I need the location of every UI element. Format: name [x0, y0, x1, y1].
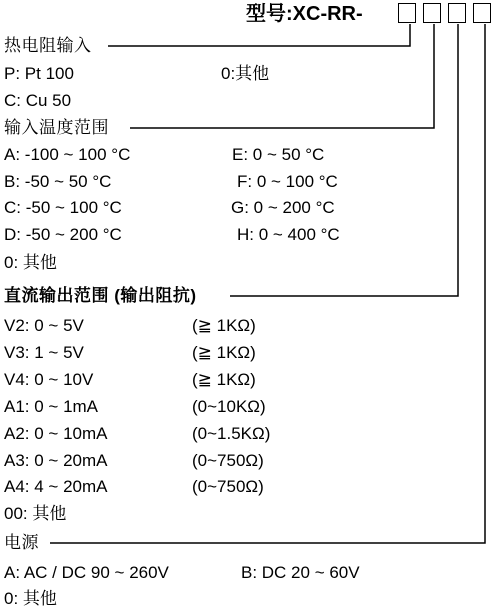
output-impedance: (≧ 1KΩ)	[192, 370, 256, 389]
output-section-title: 直流输出范围 (输出阻抗)	[4, 286, 197, 305]
code-box-temperature	[423, 3, 441, 23]
output-impedance: (≧ 1KΩ)	[192, 316, 256, 335]
temperature-section-title: 输入温度范围	[4, 118, 109, 137]
output-impedance: (0~750Ω)	[192, 451, 264, 470]
leader-line-temperature	[130, 24, 434, 128]
output-option-other: 00: 其他	[4, 504, 67, 523]
leader-line-power	[50, 24, 485, 543]
temperature-option: H: 0 ~ 400 °C	[237, 225, 340, 244]
temperature-option: G: 0 ~ 200 °C	[231, 198, 335, 217]
output-impedance: (0~10KΩ)	[192, 397, 266, 416]
temperature-option: A: -100 ~ 100 °C	[4, 145, 131, 164]
code-box-power	[473, 3, 491, 23]
input-option: C: Cu 50	[4, 91, 72, 110]
output-range: V4: 0 ~ 10V	[4, 370, 94, 389]
power-option-other: 0: 其他	[4, 589, 57, 608]
output-range: V3: 1 ~ 5V	[4, 343, 84, 362]
code-box-output	[448, 3, 466, 23]
temperature-option: E: 0 ~ 50 °C	[232, 145, 325, 164]
input-section-title: 热电阻输入	[4, 36, 92, 55]
power-option: B: DC 20 ~ 60V	[241, 563, 360, 582]
temperature-option: D: -50 ~ 200 °C	[4, 225, 122, 244]
temperature-option: B: -50 ~ 50 °C	[4, 172, 112, 191]
input-option: 0:其他	[221, 64, 270, 83]
temperature-option-other: 0: 其他	[4, 253, 57, 272]
code-box-input	[398, 3, 416, 23]
leader-line-input	[108, 24, 410, 46]
input-option: P: Pt 100	[4, 64, 74, 83]
output-impedance: (0~750Ω)	[192, 477, 264, 496]
output-impedance: (0~1.5KΩ)	[192, 424, 271, 443]
output-range: A4: 4 ~ 20mA	[4, 477, 108, 496]
output-impedance: (≧ 1KΩ)	[192, 343, 256, 362]
output-range: V2: 0 ~ 5V	[4, 316, 84, 335]
output-range: A3: 0 ~ 20mA	[4, 451, 108, 470]
temperature-option: F: 0 ~ 100 °C	[237, 172, 338, 191]
power-option: A: AC / DC 90 ~ 260V	[4, 563, 169, 582]
model-label: 型号:XC-RR-	[246, 3, 363, 25]
power-section-title: 电源	[4, 533, 39, 552]
output-range: A1: 0 ~ 1mA	[4, 397, 99, 416]
output-range: A2: 0 ~ 10mA	[4, 424, 108, 443]
temperature-option: C: -50 ~ 100 °C	[4, 198, 122, 217]
